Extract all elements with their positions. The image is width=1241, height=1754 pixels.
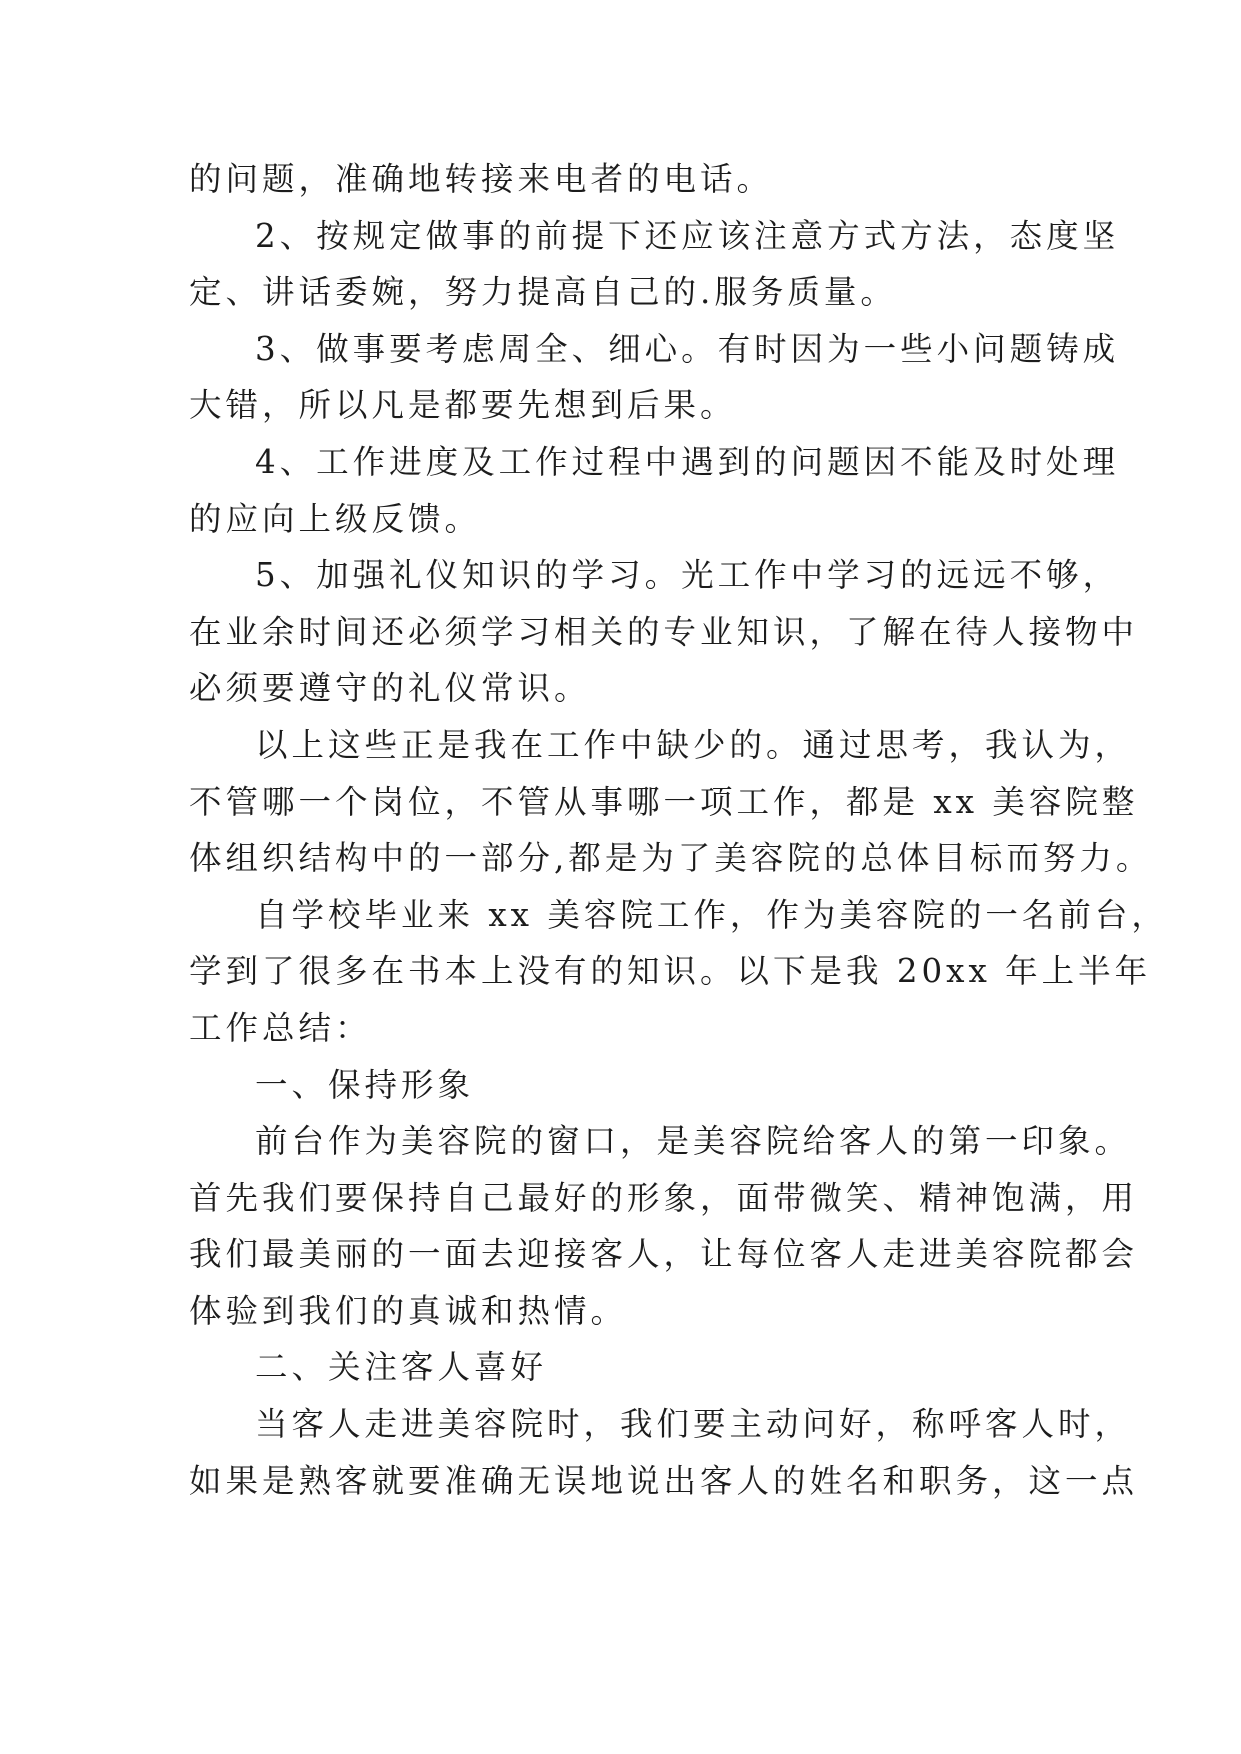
text-line: 在业余时间还必须学习相关的专业知识，了解在待人接物中 bbox=[189, 612, 1139, 651]
text-line: 当客人走进美容院时，我们要主动问好，称呼客人时， bbox=[255, 1405, 1132, 1444]
text-line: 工作总结： bbox=[189, 1008, 372, 1047]
text-line: 的应向上级反馈。 bbox=[189, 499, 482, 538]
document-body bbox=[189, 151, 1168, 1509]
text-line: 如果是熟客就要准确无误地说出客人的姓名和职务，这一点 bbox=[189, 1461, 1139, 1500]
text-line: 4、工作进度及工作过程中遇到的问题因不能及时处理 bbox=[255, 442, 1120, 481]
text-line: 定、讲话委婉，努力提高自己的.服务质量。 bbox=[189, 273, 897, 312]
text-line: 必须要遵守的礼仪常识。 bbox=[189, 669, 591, 708]
text-line: 2、按规定做事的前提下还应该注意方式方法，态度坚 bbox=[255, 216, 1120, 255]
text-line: 学到了很多在书本上没有的知识。以下是我 20xx 年上半年 bbox=[189, 952, 1152, 991]
section-heading: 一、保持形象 bbox=[255, 1065, 475, 1104]
text-line: 前台作为美容院的窗口，是美容院给客人的第一印象。 bbox=[255, 1122, 1132, 1161]
text-line: 3、做事要考虑周全、细心。有时因为一些小问题铸成 bbox=[255, 329, 1120, 368]
text-line: 5、加强礼仪知识的学习。光工作中学习的远远不够， bbox=[255, 556, 1120, 595]
text-line: 不管哪一个岗位，不管从事哪一项工作，都是 xx 美容院整 bbox=[189, 782, 1139, 821]
text-line: 我们最美丽的一面去迎接客人，让每位客人走进美容院都会 bbox=[189, 1235, 1139, 1274]
text-line: 体组织结构中的一部分,都是为了美容院的总体目标而努力。 bbox=[189, 839, 1153, 878]
text-line: 的问题，准确地转接来电者的电话。 bbox=[189, 160, 774, 198]
text-line: 以上这些正是我在工作中缺少的。通过思考，我认为， bbox=[255, 725, 1132, 764]
text-line: 大错，所以凡是都要先想到后果。 bbox=[189, 386, 737, 425]
text-line: 首先我们要保持自己最好的形象，面带微笑、精神饱满，用 bbox=[189, 1178, 1139, 1217]
text-line: 体验到我们的真诚和热情。 bbox=[189, 1291, 628, 1330]
section-heading: 二、关注客人喜好 bbox=[255, 1348, 548, 1387]
text-line: 自学校毕业来 xx 美容院工作，作为美容院的一名前台， bbox=[255, 895, 1168, 934]
